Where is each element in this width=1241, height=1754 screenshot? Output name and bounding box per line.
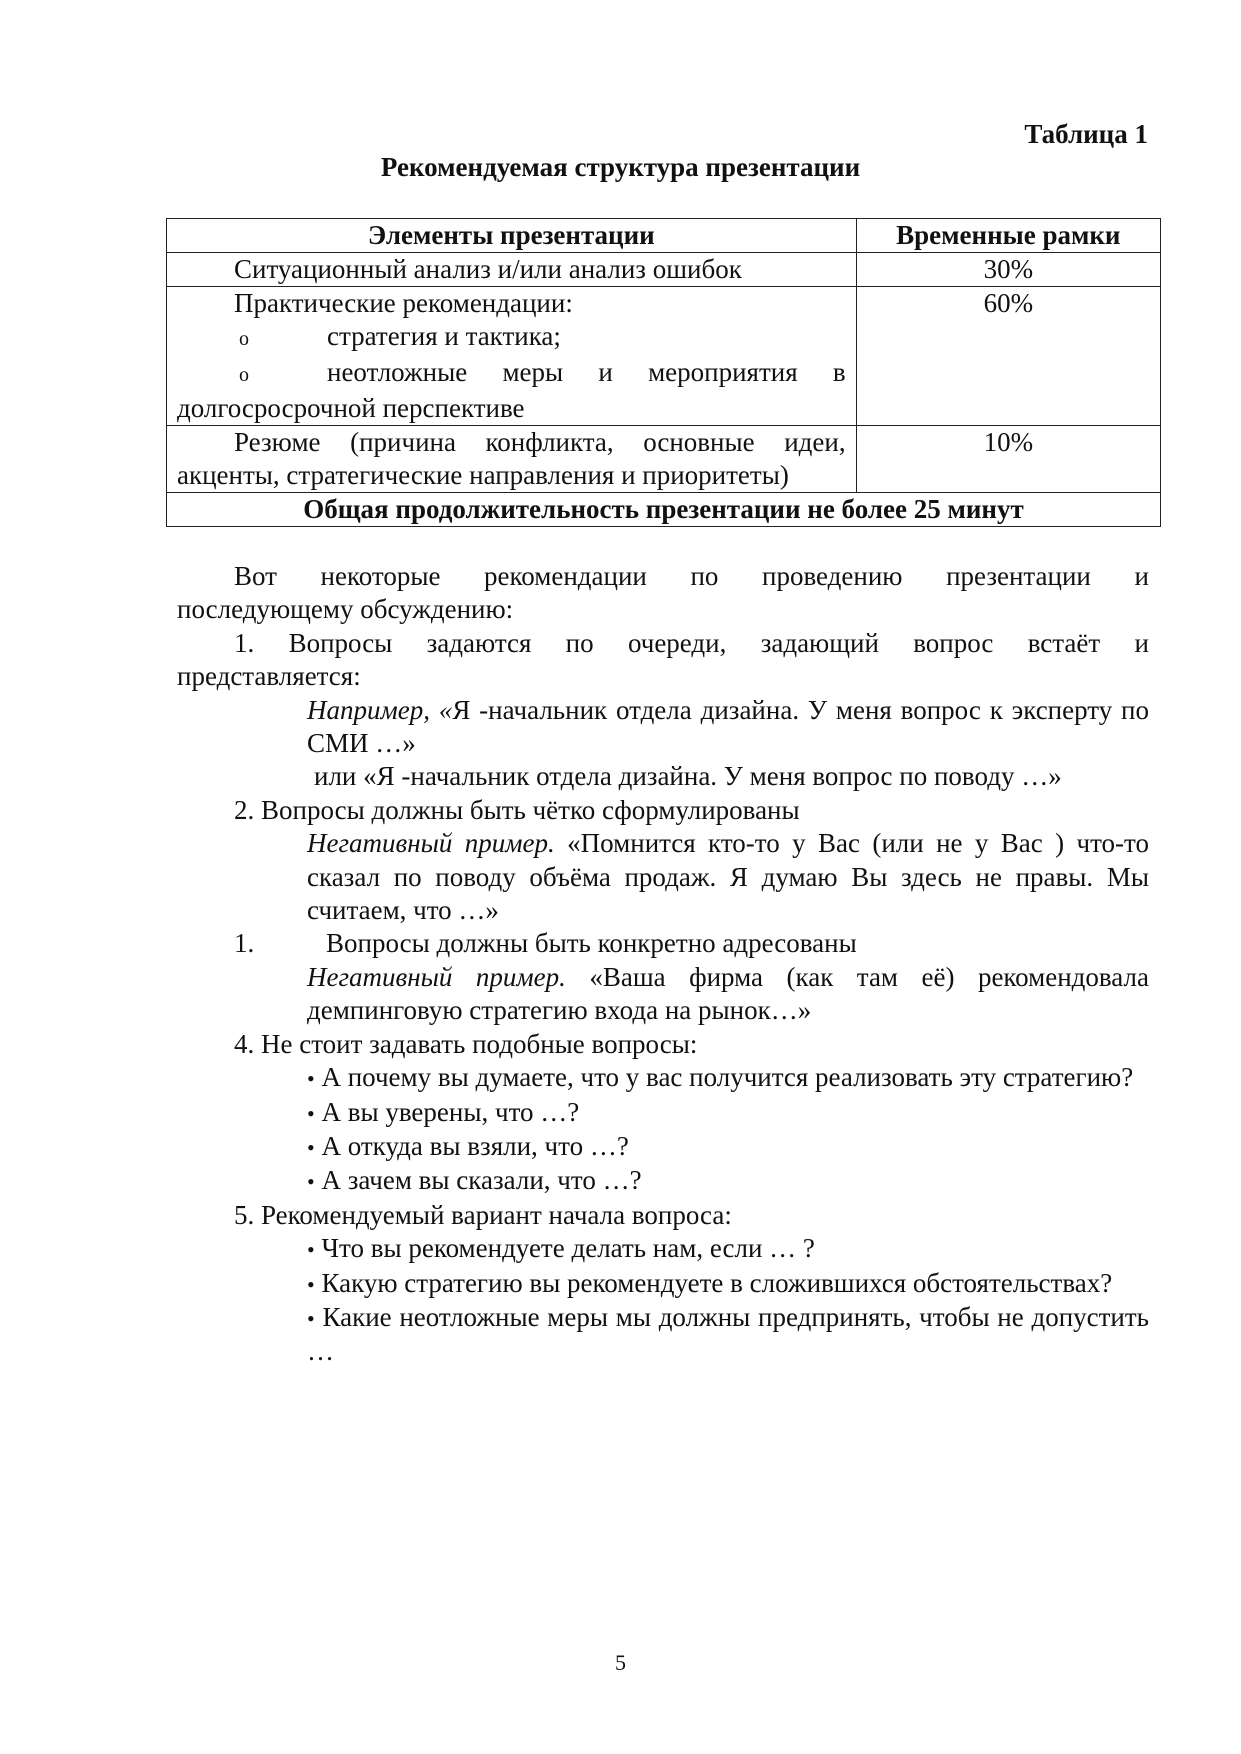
sub-item-text: стратегия и тактика; (327, 321, 561, 351)
word: по (690, 561, 719, 591)
row-time: 10% (856, 426, 1160, 493)
word: вопрос (913, 627, 994, 658)
presentation-structure-table (166, 218, 1161, 527)
item-3-heading (177, 927, 1149, 960)
word: Вопросы (288, 627, 393, 658)
table-title: Рекомендуемая структура презентации (380, 152, 861, 182)
table-header-row (167, 219, 1161, 253)
word: основные (643, 427, 755, 457)
example-text: «Ваша фирма (как там её) рекомендовала демпинговую стратегию входа на рынок…» (307, 961, 1149, 1026)
word: задаются (426, 627, 532, 658)
word: идеи, (784, 427, 846, 457)
row-element-line (177, 426, 846, 459)
word: задающий (760, 627, 879, 658)
bullet-icon: • (307, 1169, 315, 1195)
list-item (177, 1130, 1149, 1164)
example-text: «Помнится кто-то у Вас (или не у Вас ) что-то сказал по поводу объёма продаж. Я думаю Вы здесь не правы. Мы считаем, что …» (307, 828, 1149, 926)
bullet-icon: • (307, 1066, 315, 1092)
intro-continuation: последующему обсуждению: (177, 594, 514, 625)
word: очереди, (627, 627, 727, 658)
row-element (167, 426, 857, 493)
word: (причина (350, 427, 456, 457)
list-item (177, 1301, 1149, 1369)
list-item (177, 1096, 1149, 1130)
word: и (1134, 561, 1149, 591)
bullet-text: А откуда вы взяли, что …? (321, 1130, 629, 1161)
word: неотложные (327, 357, 468, 387)
sub-item-continuation: долгосросрочной перспективе (177, 393, 525, 423)
sub-item-text (327, 356, 846, 389)
bullet-icon: • (307, 1100, 315, 1126)
word: по (565, 627, 594, 658)
intro-line (177, 560, 1149, 593)
item-1-line (177, 627, 1149, 660)
word: и (598, 357, 613, 387)
table-row (167, 426, 1161, 493)
page-number: 5 (615, 1650, 626, 1675)
bullet-text: Какую стратегию вы рекомендуете в сложившихся обстоятельствах? (321, 1267, 1113, 1298)
row-element-heading: Практические рекомендации: (234, 288, 573, 318)
item-1-example-alt: или «Я -начальник отдела дизайна. У меня вопрос по поводу …» (314, 761, 1062, 792)
item-2-heading: 2. Вопросы должны быть чётко сформулированы (234, 794, 800, 825)
word: 1. (234, 627, 255, 658)
item-1-example (177, 694, 1149, 761)
item-1-continuation: представляется: (177, 661, 361, 692)
word: меры (502, 357, 564, 387)
header-time: Временные рамки (856, 219, 1160, 253)
word: в (832, 357, 846, 387)
word: Резюме (234, 427, 321, 457)
word: и (1134, 627, 1149, 658)
bullet-icon: • (307, 1134, 315, 1160)
example-label: Например, « (307, 694, 453, 725)
word: мероприятия (648, 357, 798, 387)
header-elements: Элементы презентации (167, 219, 857, 253)
sub-list-item (177, 356, 846, 392)
bullet-icon: • (307, 1271, 315, 1297)
bullet-text: Какие неотложные меры мы должны предпринять, чтобы не допустить … (307, 1301, 1149, 1367)
total-duration: Общая продолжительность презентации не более 25 минут (167, 493, 1161, 527)
item-5-heading: 5. Рекомендуемый вариант начала вопроса: (234, 1199, 732, 1230)
word: проведению (762, 561, 903, 591)
row-element-line: акценты, стратегические направления и приоритеты) (177, 460, 789, 490)
example-text: Я -начальник отдела дизайна. У меня вопрос к эксперту по СМИ …» (307, 694, 1149, 759)
recommendations-body (177, 560, 1149, 1369)
row-time: 60% (856, 287, 1160, 426)
table-label: Таблица 1 (1024, 119, 1148, 149)
item-number: 1. (234, 928, 255, 959)
bullet-text: А почему вы думаете, что у вас получится реализовать эту стратегию? (321, 1062, 1134, 1093)
bullet-text: Что вы рекомендуете делать нам, если … ? (321, 1233, 815, 1264)
word: презентации (946, 561, 1091, 591)
bullet-text: А вы уверены, что …? (321, 1096, 580, 1127)
row-element (167, 287, 857, 426)
table-row (167, 287, 1161, 426)
item-2-example (177, 827, 1149, 927)
list-item (177, 1267, 1149, 1301)
row-time: 30% (856, 253, 1160, 287)
example-label: Негативный пример. (307, 828, 555, 859)
row-element: Ситуационный анализ и/или анализ ошибок (167, 253, 857, 287)
item-text: Вопросы должны быть конкретно адресованы (326, 928, 857, 959)
bullet-icon: • (307, 1305, 315, 1331)
bullet-icon: • (307, 1237, 315, 1263)
word: Вот (234, 561, 277, 591)
sub-list-item (177, 320, 846, 356)
word: конфликта, (485, 427, 614, 457)
circle-bullet-icon: o (239, 328, 249, 350)
item-4-heading: 4. Не стоит задавать подобные вопросы: (234, 1028, 698, 1059)
word: встаёт (1027, 627, 1101, 658)
table-row (167, 253, 1161, 287)
example-label: Негативный пример. (307, 961, 566, 992)
table-total-row (167, 493, 1161, 527)
item-3-example (177, 961, 1149, 1028)
circle-bullet-icon: o (239, 364, 249, 386)
list-item (177, 1164, 1149, 1198)
word: некоторые (320, 561, 441, 591)
list-item (177, 1061, 1149, 1095)
bullet-text: А зачем вы сказали, что …? (321, 1165, 642, 1196)
word: рекомендации (484, 561, 647, 591)
list-item (177, 1232, 1149, 1266)
